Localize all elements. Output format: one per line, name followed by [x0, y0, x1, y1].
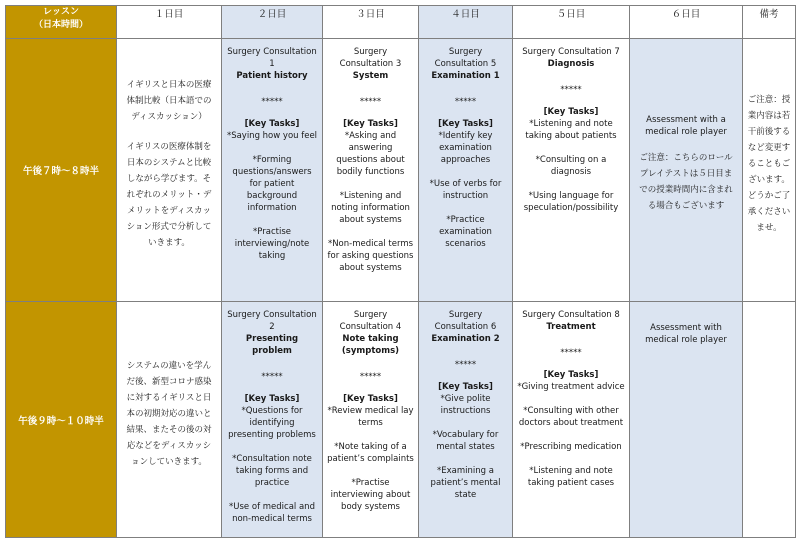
- stars-divider: *****: [560, 85, 582, 95]
- key-tasks-label: [Key Tasks]: [543, 107, 599, 117]
- task-item: *Note taking of a patient’s complaints: [327, 442, 414, 464]
- session-title: Surgery Consultation 5: [434, 47, 497, 69]
- day2-cell: [222, 39, 323, 302]
- session-title: Surgery Consultation 1: [227, 47, 317, 69]
- stars-divider: *****: [454, 360, 477, 370]
- session-topic: Examination 2: [431, 334, 500, 344]
- task-item: *Prescribing medication: [520, 442, 622, 452]
- task-item: *Listening and note taking about patients: [525, 119, 617, 141]
- session-title: Surgery Consultation 6: [434, 310, 497, 332]
- session-topic: Diagnosis: [547, 59, 595, 69]
- session-title: Surgery Consultation 8: [522, 310, 620, 320]
- key-tasks-label: [Key Tasks]: [244, 119, 300, 129]
- task-item: *Give polite instructions: [440, 394, 491, 416]
- day2-header: ２日目: [222, 6, 323, 39]
- task-item: *Consulting with other doctors about treatment: [518, 406, 624, 428]
- task-item: *Non-medical terms for asking questions about systems: [327, 239, 414, 273]
- day4-cell: [419, 302, 513, 538]
- time-label: 午後７時〜８時半: [6, 39, 117, 302]
- day5-cell: [513, 39, 630, 302]
- task-item: *Practise interviewing/note taking: [234, 227, 310, 261]
- task-item: *Use of verbs for instruction: [429, 179, 502, 201]
- session-topic: Patient history: [236, 71, 308, 81]
- session-title: Surgery Consultation 7: [522, 47, 620, 57]
- day3-header: ３日目: [323, 6, 419, 39]
- task-item: *Examining a patient’s mental state: [430, 466, 501, 500]
- cell-text: システムの違いを学んだ後、新型コロナ感染に対するイギリスと日本の初期対応の違いと結果、またその後の対応などをディスカッションしていきます。: [126, 360, 212, 467]
- day6-header: ６日目: [630, 6, 743, 39]
- day1-cell: [117, 302, 222, 538]
- day4-cell: [419, 39, 513, 302]
- lesson-header: [6, 6, 117, 39]
- task-item: *Practise interviewing about body systems: [330, 478, 411, 512]
- lesson-label: レッスン: [43, 7, 79, 17]
- cell-text: イギリスと日本の医療体制比較（日本語でのディスカッション）: [126, 80, 212, 122]
- cell-text: ご注意：こちらのロールプレイテストは５日目までの授業時間内に含まれる場合もございます: [639, 153, 733, 211]
- notes-header: 備考: [743, 6, 796, 39]
- task-item: *Consulting on a diagnosis: [535, 155, 607, 177]
- task-item: *Use of medical and non-medical terms: [229, 502, 315, 524]
- stars-divider: *****: [359, 372, 382, 382]
- task-item: *Saying how you feel: [226, 131, 318, 141]
- stars-divider: *****: [560, 348, 582, 358]
- session-title: Surgery Consultation 4: [339, 310, 402, 332]
- time-label: 午後９時〜１０時半: [6, 302, 117, 538]
- stars-divider: *****: [359, 97, 382, 107]
- key-tasks-label: [Key Tasks]: [244, 394, 300, 404]
- cell-text: イギリスの医療体制を日本のシステムと比較しながら学びます。それぞれのメリット・デメリットをディスカッション形式で分析していきます。: [126, 142, 212, 248]
- day3-cell: [323, 39, 419, 302]
- cell-text: Assessment with medical role player: [645, 323, 727, 345]
- stars-divider: *****: [261, 372, 283, 382]
- day1-header: １日目: [117, 6, 222, 39]
- lesson-sublabel: （日本時間）: [33, 20, 88, 30]
- stars-divider: *****: [454, 97, 477, 107]
- session-topic: Note taking (symptoms): [341, 334, 400, 356]
- task-item: *Listening and note taking patient cases: [527, 466, 615, 488]
- stars-divider: *****: [261, 97, 283, 107]
- table-row: [6, 302, 796, 538]
- task-item: *Giving treatment advice: [517, 382, 625, 392]
- key-tasks-label: [Key Tasks]: [343, 119, 398, 129]
- day5-header: ５日目: [513, 6, 630, 39]
- task-item: *Vocabulary for mental states: [432, 430, 499, 452]
- header-row: [6, 6, 796, 39]
- key-tasks-label: [Key Tasks]: [543, 370, 599, 380]
- key-tasks-label: [Key Tasks]: [438, 382, 493, 392]
- task-item: *Listening and noting information about systems: [331, 191, 410, 225]
- notes-cell: [743, 39, 796, 302]
- day5-cell: [513, 302, 630, 538]
- task-item: *Asking and answering questions about bodily functions: [336, 131, 405, 177]
- session-topic: System: [352, 71, 389, 81]
- task-item: *Identify key examination approaches: [438, 131, 493, 165]
- table-row: [6, 39, 796, 302]
- session-title: Surgery Consultation 2: [227, 310, 317, 332]
- schedule-table: [5, 5, 796, 538]
- key-tasks-label: [Key Tasks]: [438, 119, 493, 129]
- session-topic: Presenting problem: [245, 334, 299, 356]
- notes-cell: [743, 302, 796, 538]
- day4-header: ４日目: [419, 6, 513, 39]
- day3-cell: [323, 302, 419, 538]
- task-item: *Review medical lay terms: [327, 406, 414, 428]
- cell-text: Assessment with a medical role player: [645, 115, 727, 137]
- notes-text: ご注意：授業内容は若干前後するなど変更することもございます。どうかご了承くださいませ。: [747, 95, 791, 233]
- task-item: *Consultation note taking forms and practice: [232, 454, 312, 488]
- day6-cell: [630, 39, 743, 302]
- task-item: *Forming questions/answers for patient background information: [232, 155, 312, 213]
- session-topic: Treatment: [546, 322, 596, 332]
- task-item: *Using language for speculation/possibility: [523, 191, 619, 213]
- task-item: *Questions for identifying presenting problems: [228, 406, 316, 440]
- day1-cell: [117, 39, 222, 302]
- session-topic: Examination 1: [431, 71, 500, 81]
- session-title: Surgery Consultation 3: [339, 47, 402, 69]
- day6-cell: [630, 302, 743, 538]
- day2-cell: [222, 302, 323, 538]
- task-item: *Practice examination scenarios: [439, 215, 492, 249]
- key-tasks-label: [Key Tasks]: [343, 394, 398, 404]
